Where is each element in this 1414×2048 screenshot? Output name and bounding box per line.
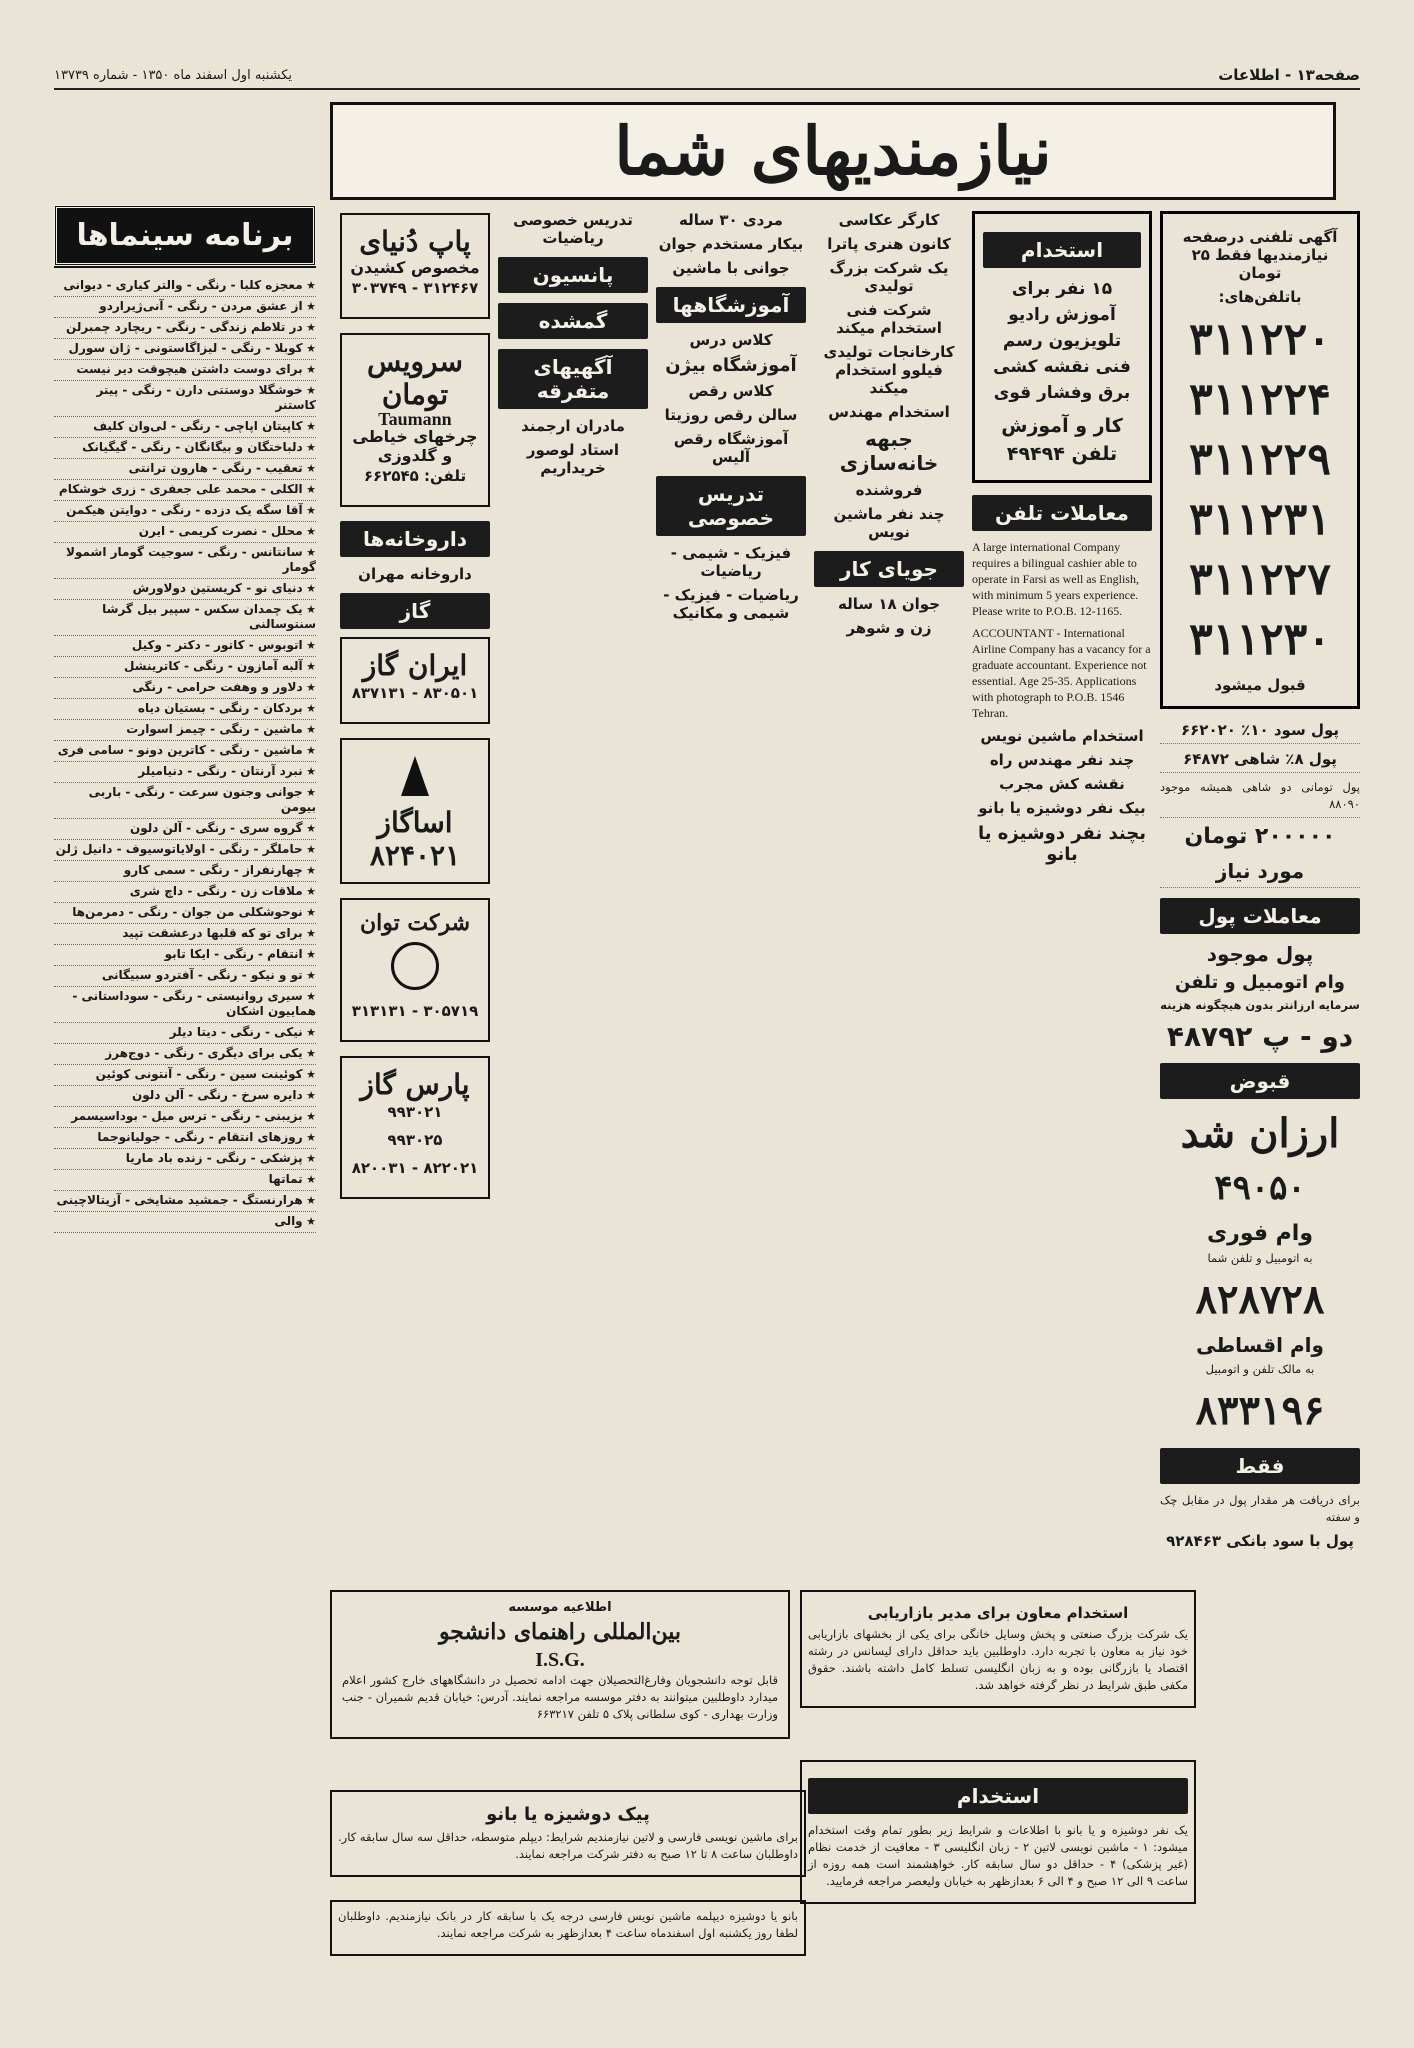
isg-ad: اطلاعیه موسسه بین‌المللی راهنمای دانشجو I.S.G. قابل توجه دانشجویان وفارغ‌التحصیلان جهت ادامه تحصیل در دانشگاههای خارج کشور اعلام میدارد داوطلبین میتوانند به دفتر موسسه مراجعه نمایند. آدرس: خیابان قدیم شمیران - جنب وزارت بهداری - کوی سلطانی پلاک ۵ تلفن ۶۶۳۲۱۷: [330, 1590, 790, 1739]
phone-number: ۳۱۱۲۲۰: [1189, 314, 1331, 365]
phones-label: باتلفن‌های:: [1218, 288, 1302, 306]
mohandes-ad: استخدام مهندس: [828, 403, 950, 421]
irangaz-logo: ایران گاز ۸۳۰۵۰۱ - ۸۳۷۱۳۱: [340, 637, 490, 724]
section-heading-estekhdam: استخدام: [983, 232, 1141, 268]
javan-ad: جوان ۱۸ ساله: [837, 595, 941, 613]
section-heading-darookhane: داروخانه‌ها: [340, 521, 490, 557]
taumann-logo: سرویس تومان Taumann چرخهای خیاطی و گلدوزی تلفن: ۶۶۲۵۴۵: [340, 333, 490, 507]
cinema-column: [54, 205, 316, 1986]
cinema-listing: ★ دنیای نو - کریستین دولاورش: [54, 579, 316, 600]
cinema-listing: ★ محلل - نصرت کریمی - ایرن: [54, 522, 316, 543]
tadris-riazi-ad: تدریس خصوصی ریاضیات: [513, 211, 633, 247]
cinema-listing: ★ ماشین - رنگی - چیمز اسوارت: [54, 720, 316, 741]
cinema-listing: ★ حاملگر - رنگی - اولایاتوسیوف - دانیل ژلن: [54, 840, 316, 861]
jebhe-ad: جبهه خانه‌سازی: [839, 427, 939, 475]
sherkat-fani-ad: شرکت فنی استخدام میکند: [836, 301, 942, 337]
zan-ad: زن و شوهر: [846, 619, 932, 637]
klas-raqs-ad: کلاس رقص: [688, 382, 774, 400]
estekhdam-typist-ad: استخدام ماشین نویس: [980, 727, 1144, 745]
toman-ad: ۲۰۰۰۰۰ تومان: [1184, 824, 1336, 849]
section-heading-pansion: پانسیون: [498, 257, 648, 293]
alis-ad: آموزشگاه رقص آلیس: [673, 430, 789, 466]
phone-number: ۳۱۱۲۳۱: [1189, 494, 1331, 545]
pool-sood-banki: پول با سود بانکی ۹۲۸۴۶۳: [1166, 1532, 1354, 1550]
phone-ad-intro: آگهی تلفنی درصفحه نیازمندیها فقط ۲۵ تومان: [1182, 228, 1338, 282]
cinema-listing: ★ سانتانس - رنگی - سوجیت گومار اشمولا گومار: [54, 543, 316, 579]
sherkat-ad: یک شرکت بزرگ تولیدی: [829, 259, 949, 295]
section-heading-faqat: فقط: [1160, 1448, 1360, 1484]
sarmaye-ad: سرمایه ارزانتر بدون هیچگونه هزینه: [1160, 998, 1360, 1012]
madaran-ad: مادران ارجمند: [521, 417, 625, 435]
phone-number: ۳۱۱۲۲۹: [1189, 434, 1331, 485]
bejand-ad: بچند نفر دوشیزه یا بانو: [977, 823, 1146, 865]
pool-mojud-ad: پول موجود: [1206, 942, 1314, 966]
cinema-listing: ★ تعقیب - رنگی - هارون ترانتی: [54, 459, 316, 480]
phone-number: ۳۱۱۲۳۰: [1189, 614, 1331, 665]
cinema-listing: ★ اتوبوس - کاتور - دکتر - وکیل: [54, 636, 316, 657]
arzan-ad: ارزان شد: [1180, 1110, 1340, 1157]
cinema-listing: ★ گروه سری - رنگی - آلن دلون: [54, 819, 316, 840]
mard-ad: مردی ۳۰ ساله: [679, 211, 783, 229]
cinema-listing: ★ دلاور و وهفت حرامی - رنگی: [54, 678, 316, 699]
cinema-listing: ★ معجزه کلبا - رنگی - والتر کیاری - دیوانی: [54, 276, 316, 297]
cinema-listing: ★ چهارنفراز - رنگی - سمی کارو: [54, 861, 316, 882]
cinema-listing: ★ تو و نیکو - رنگی - آفتردو سبیگانی: [54, 966, 316, 987]
cinema-listing: ★ خوشگلا دوستتی دارن - رنگی - پیتر کاستنر: [54, 381, 316, 417]
radio-ad: ۱۵ نفر برای آموزش رادیو تلویزیون رسم فنی نقشه کشی برق وفشار قوی: [993, 279, 1131, 403]
cinema-listing: ★ آقا سگه یک دزده - رنگی - دوایتن هیکمن: [54, 501, 316, 522]
forushande-ad: فروشنده: [855, 481, 923, 499]
page-label: صفحه۱۳ - اطلاعات: [1218, 66, 1360, 84]
cinema-listing: ★ آلبه آمازون - رنگی - کاترینشل: [54, 657, 316, 678]
cinema-listing: ★ جوانی وجنون سرعت - رنگی - باربی بیومن: [54, 783, 316, 819]
n4905-ad: ۴۹۰۵۰: [1214, 1168, 1306, 1208]
section-heading-tadris: تدریس خصوصی: [656, 476, 806, 536]
vam-fori-desc: به اتومبیل و تلفن شما: [1207, 1251, 1313, 1265]
section-heading-money: معاملات پول: [1160, 898, 1360, 934]
n833196-ad: ۸۳۳۱۹۶: [1195, 1387, 1325, 1434]
tavan-emblem-icon: [391, 942, 439, 990]
section-heading-schools: آموزشگاهها: [656, 287, 806, 323]
klas-dars-ad: کلاس درس: [689, 331, 773, 349]
dopay-ad: دو - پ ۴۸۷۹۲: [1166, 1020, 1354, 1053]
bekar-ad: بیک نفر دوشیزه یا بانو: [978, 799, 1146, 817]
banu-ad: بانو یا دوشیزه دیپلمه ماشین نویس فارسی درجه یک با سابقه کار در بانک نیازمندیم. داوطلبان لطفا روز یکشنبه اول اسفندماه ساعت ۴ بعدازظهر به شرکت مراجعه نمایند.: [330, 1900, 806, 1956]
issue-date: یکشنبه اول اسفند ماه ۱۳۵۰ - شماره ۱۳۷۳۹: [54, 68, 293, 83]
cinema-listing: ★ کوبلا - رنگی - لیزاگاستونی - ژان سورل: [54, 339, 316, 360]
cinema-listing: ★ الکلی - محمد علی جعفری - زری خوشکام: [54, 480, 316, 501]
kargah-ad: کارخانجات تولیدی فیلوو استخدام میکند: [823, 343, 955, 397]
cinema-listing: ★ بردکان - رنگی - بستیان دیاه: [54, 699, 316, 720]
cinema-listing: ★ ملاقات زن - رنگی - داچ شری: [54, 882, 316, 903]
bikar-ad: بیکار مستخدم جوان: [658, 235, 804, 253]
accountant-ad: ACCOUNTANT - International Airline Company has a vacancy for a graduate accountant. Experience not essential. Age 25-35. Applications with photograph to P.O.B. 1546 Tehran.: [972, 626, 1151, 720]
pool-sood-ad: پول سود ۱۰٪ ۶۶۲۰۲۰: [1160, 721, 1360, 744]
section-heading-gaz: گاز: [340, 593, 490, 629]
cinema-listing: ★ کاپیتان اپاچی - رنگی - لی‌وان کلیف: [54, 417, 316, 438]
english-ad: A large international Company requires a bilingual cashier able to operate in Farsi as well as English, with minimum 5 years experience. Please write to P.O.B. 12-1165.: [972, 540, 1139, 618]
column-classifieds-money: [1160, 205, 1360, 1986]
cinema-listing: ★ بزیبنی - رنگی - ترس میل - بوداسیسمر: [54, 1107, 316, 1128]
moaven-ad: استخدام معاون برای مدیر بازاریابی یک شرکت بزرگ صنعتی و پخش وسایل خانگی برای یکی از بخشهای بازاریابی خود نیاز به معاون با تجربه دارد. داوطلبین باید حداقل دارای لیسانس در رشته اقتصاد یا بازرگانی بوده و به زبان انگلیسی تسلط کامل داشته باشند. حقوق مکفی طبق شرایط در نظر گرفته خواهد شد.: [800, 1590, 1196, 1708]
flame-icon: [401, 756, 429, 796]
riazi-ad: ریاضیات - فیزیک - شیمی و مکانیک: [663, 586, 799, 622]
cinema-listing: ★ کوئینت سین - رنگی - آنتونی کوئین: [54, 1065, 316, 1086]
cinema-listing: ★ دایره سرخ - رنگی - آلن دلون: [54, 1086, 316, 1107]
vam-fori-title: وام فوری: [1206, 1221, 1314, 1246]
pool-shahi-ad: پول ۸٪ شاهی ۶۴۸۷۲: [1160, 750, 1360, 773]
cinema-listing: ★ هرارنستگ - جمشید مشایخی - آزیتالاچینی: [54, 1191, 316, 1212]
mehran-ad: داروخانه مهران: [358, 565, 472, 583]
column-jobs: [814, 205, 964, 1986]
cinema-listing: ★ از عشق مردن - رنگی - آنی‌ژیراردو: [54, 297, 316, 318]
cinema-title: برنامه سینماها: [54, 205, 316, 266]
cinema-listing: ★ در تلاطم زندگی - رنگی - ریچارد چمبرلن: [54, 318, 316, 339]
tavan-logo: شرکت توان ۳۰۵۷۱۹ - ۳۱۳۱۳۱: [340, 898, 490, 1042]
cinema-listing: ★ نوحوشکلی من جوان - رنگی - دمرمن‌ها: [54, 903, 316, 924]
jawan-ad: جوانی با ماشین: [672, 259, 790, 277]
estekhdam-box: [972, 211, 1152, 483]
parsgaz-logo: پارس گاز ۹۹۳۰۲۱ ۹۹۳۰۲۵ ۸۲۲۰۲۱ - ۸۲۰۰۳۱: [340, 1056, 490, 1199]
phone-ad-box: [1160, 211, 1360, 709]
cinema-listing: ★ نبرد آرنتان - رنگی - دنیامیلر: [54, 762, 316, 783]
aqsat-title: وام اقساطی: [1196, 1333, 1324, 1357]
aqsat-desc: به مالک تلفن و اتومبیل: [1205, 1362, 1315, 1376]
cinema-listing: ★ برای تو که قلبها درعشقت تپید: [54, 924, 316, 945]
estekhdam-big-ad: استخدام یک نفر دوشیزه و یا بانو با اطلاعات و شرایط زیر بطور تمام وقت استخدام میشود: ۱ - ماشین نویسی لاتین ۲ - زبان انگلیسی ۳ - معافیت از خدمت نظام (غیر پزشکی) ۴ - حداقل دو سال سابقه کار. خواهشمند است همه روزه از ساعت ۹ الی ۱۲ صبح و ۴ الی ۶ بعدازظهر به خیابان ولیعصر مراجعه فرمایید.: [800, 1760, 1196, 1904]
section-heading-qobuz: قبوض: [1160, 1063, 1360, 1099]
column-classifieds-misc: [972, 205, 1152, 1986]
section-heading-gomshode: گمشده: [498, 303, 648, 339]
fizik-ad: فیزیک - شیمی - ریاضیات: [670, 544, 792, 580]
pope-logo: پاپ دُنیای مخصوص کشیدن ۳۱۲۴۶۷ - ۳۰۳۷۴۹: [340, 213, 490, 319]
phone-number: ۳۱۱۲۲۴: [1189, 374, 1331, 425]
cinema-listing: ★ سیری روانیستی - رنگی - سوداستانی - هماییون اشکان: [54, 987, 316, 1023]
chand-nafar-typist-ad: چند نفر ماشین نویس: [833, 505, 945, 541]
bijan-ad: آموزشگاه بیژن: [665, 355, 797, 376]
kargar-ad: کارگر عکاسی: [838, 211, 940, 229]
ostad-ad: استاد لوصور خریداریم: [526, 441, 620, 477]
section-heading-agahiha: آگهیهای متفرقه: [498, 349, 648, 409]
pool-toman-ad: پول تومانی دو شاهی همیشه موجود ۸۸۰۹۰: [1160, 779, 1360, 818]
chand-nafar-ad: چند نفر مهندس راه: [989, 751, 1135, 769]
vam-ad: وام اتومبیل و تلفن: [1175, 972, 1345, 993]
naqshe-ad: نقشه کش مجرب: [999, 775, 1125, 793]
n828728-ad: ۸۲۸۷۲۸: [1195, 1276, 1325, 1323]
section-banner: نیازمندیهای شما: [330, 102, 1336, 200]
cinema-listing: ★ یک چمدان سکس - سپیر بیل گرشا سنتوسالنی: [54, 600, 316, 636]
peik-ad: پیک دوشیزه یا بانو برای ماشین نویسی فارسی و لاتین نیازمندیم شرایط: دیپلم متوسطه، حداقل سه سال سابقه کار. داوطلبان ساعت ۸ تا ۱۲ صبح به دفتر شرکت مراجعه نمایند.: [330, 1790, 806, 1877]
cinema-listing: ★ نیکی - رنگی - دیتا دیلر: [54, 1023, 316, 1044]
cinema-listing: ★ تماتها: [54, 1170, 316, 1191]
cinema-listing: ★ ماشین - رنگی - کاترین دونو - سامی فری: [54, 741, 316, 762]
accepted-label: قبول میشود: [1214, 676, 1306, 694]
cinema-listing: ★ انتقام - رنگی - ایکا تابو: [54, 945, 316, 966]
cinema-listing: ★ روزهای انتقام - رنگی - جولیانوجما: [54, 1128, 316, 1149]
section-heading-tel: معاملات تلفن: [972, 495, 1152, 531]
cinema-listing: ★ دلباختگان و بیگانگان - رنگی - گیگیانک: [54, 438, 316, 459]
cinema-listing: ★ یکی برای دیگری - رنگی - دوج‌هرز: [54, 1044, 316, 1065]
cinema-listing: ★ پزشکی - رنگی - زنده باد ماریا: [54, 1149, 316, 1170]
faqat-desc: برای دریافت هر مقدار پول در مقابل چک و سفته: [1160, 1493, 1360, 1524]
kar-ad: کار و آموزش تلفن ۴۹۴۹۴: [1001, 415, 1123, 465]
phone-number: ۳۱۱۲۲۷: [1189, 554, 1331, 605]
page-header: [54, 62, 1360, 90]
salon-ad: سالن رقص روزیتا: [664, 406, 798, 424]
asagaz-logo: اساگاز ۸۲۴۰۲۱: [340, 738, 490, 884]
section-heading-jooyaye-kar: جویای کار: [814, 551, 964, 587]
cinema-listing: ★ برای دوست داشتن هیچوقت دیر نیست: [54, 360, 316, 381]
cinema-list: [54, 276, 316, 1233]
mored-niaz-ad: مورد نیاز: [1160, 859, 1360, 888]
kanun-ad: کانون هنری پاترا: [827, 235, 951, 253]
cinema-listing: ★ والی: [54, 1212, 316, 1233]
